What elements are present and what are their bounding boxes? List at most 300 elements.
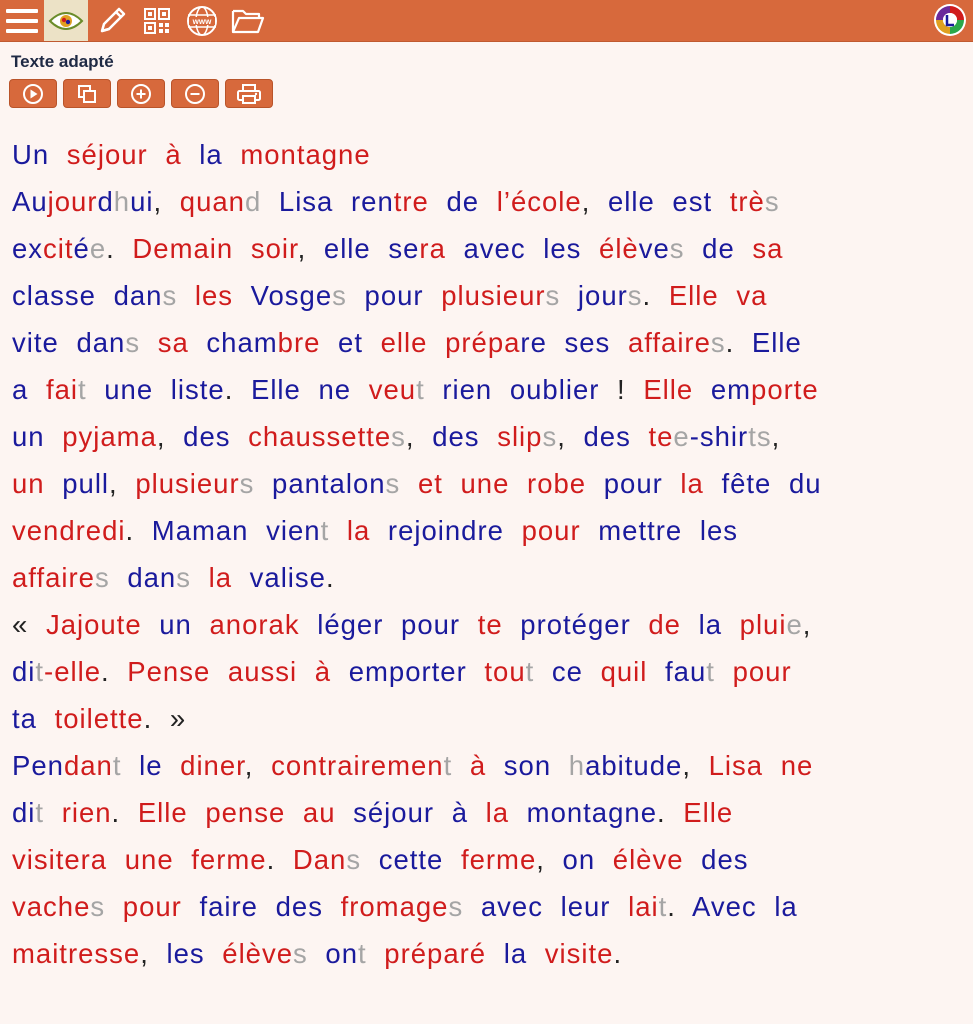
syllable: les bbox=[166, 938, 205, 969]
syllable: diner bbox=[180, 750, 245, 781]
syllable: pour bbox=[521, 515, 581, 546]
syllable: em bbox=[710, 374, 752, 405]
text-line bbox=[12, 319, 957, 366]
syllable bbox=[735, 233, 753, 264]
syllable bbox=[509, 468, 527, 499]
syllable: . » bbox=[143, 703, 187, 734]
syllable: « bbox=[12, 609, 46, 640]
syllable bbox=[329, 515, 347, 546]
syllable: sa bbox=[752, 233, 784, 264]
syllable bbox=[583, 656, 601, 687]
syllable bbox=[182, 891, 200, 922]
syllable: les bbox=[543, 233, 582, 264]
syllable: s bbox=[545, 280, 561, 311]
syllable: . bbox=[613, 938, 623, 969]
syllable: , bbox=[581, 186, 608, 217]
syllable: pantalon bbox=[272, 468, 386, 499]
syllable: t bbox=[77, 374, 87, 405]
syllable: soir bbox=[250, 233, 298, 264]
syllable: montagne bbox=[240, 139, 371, 170]
syllable: la bbox=[199, 139, 223, 170]
syllable: faire bbox=[199, 891, 258, 922]
syllable bbox=[233, 280, 251, 311]
syllable bbox=[757, 891, 775, 922]
syllable: Avec bbox=[692, 891, 757, 922]
syllable: fête bbox=[721, 468, 772, 499]
syllable bbox=[492, 374, 510, 405]
syllable: di bbox=[12, 656, 36, 687]
syllable: ne bbox=[318, 374, 352, 405]
syllable: te bbox=[648, 421, 674, 452]
syllable: pour bbox=[364, 280, 424, 311]
syllable: va bbox=[736, 280, 768, 311]
syllable: emporter bbox=[348, 656, 467, 687]
syllable: vien bbox=[266, 515, 321, 546]
syllable: cham bbox=[206, 327, 278, 358]
qr-code-button[interactable] bbox=[135, 0, 179, 41]
text-line bbox=[12, 883, 957, 930]
qr-code-icon bbox=[143, 7, 171, 35]
syllable: quil bbox=[600, 656, 648, 687]
syllable: Demain bbox=[132, 233, 234, 264]
syllable: , bbox=[156, 421, 184, 452]
pencil-icon bbox=[96, 5, 128, 37]
syllable bbox=[479, 186, 497, 217]
syllable: la bbox=[774, 891, 798, 922]
syllable: Elle bbox=[683, 797, 734, 828]
syllable bbox=[771, 468, 789, 499]
syllable: s bbox=[176, 562, 191, 593]
syllable bbox=[486, 750, 504, 781]
syllable: mettre bbox=[598, 515, 683, 546]
syllable: ta bbox=[12, 703, 37, 734]
syllable bbox=[182, 139, 200, 170]
text-line bbox=[12, 507, 957, 554]
panel-title: Texte adapté bbox=[11, 52, 114, 71]
syllable: s bbox=[542, 421, 558, 452]
zoom-out-button[interactable] bbox=[171, 79, 219, 108]
syllable: t bbox=[416, 374, 425, 405]
syllable: Un bbox=[12, 139, 50, 170]
syllable bbox=[189, 327, 207, 358]
syllable: la bbox=[698, 609, 723, 640]
syllable bbox=[425, 374, 443, 405]
syllable: fai bbox=[45, 374, 78, 405]
syllable bbox=[722, 609, 740, 640]
syllable: trè bbox=[729, 186, 765, 217]
syllable: aussi bbox=[227, 656, 298, 687]
text-line bbox=[12, 930, 957, 977]
syllable: rien bbox=[442, 374, 493, 405]
syllable: ts bbox=[748, 421, 772, 452]
syllable: t bbox=[706, 656, 715, 687]
syllable: prépa bbox=[445, 327, 521, 358]
syllable bbox=[443, 468, 461, 499]
syllable bbox=[191, 562, 209, 593]
syllable: dan bbox=[76, 327, 126, 358]
text-line bbox=[12, 836, 957, 883]
play-button[interactable] bbox=[9, 79, 57, 108]
syllable: t bbox=[443, 750, 453, 781]
syllable: Elle bbox=[751, 327, 802, 358]
syllable bbox=[367, 938, 385, 969]
syllable bbox=[320, 327, 338, 358]
syllable: ce bbox=[551, 656, 583, 687]
syllable bbox=[153, 374, 171, 405]
syllable bbox=[560, 280, 578, 311]
syllable: bre bbox=[277, 327, 321, 358]
syllable: . bbox=[325, 562, 335, 593]
syllable: , bbox=[536, 844, 563, 875]
syllable bbox=[333, 186, 351, 217]
syllable: pense bbox=[205, 797, 286, 828]
syllable: on bbox=[562, 844, 596, 875]
syllable: e bbox=[673, 421, 690, 452]
syllable: Lisa bbox=[708, 750, 764, 781]
syllable bbox=[509, 797, 527, 828]
text-line bbox=[12, 413, 957, 460]
syllable bbox=[148, 139, 166, 170]
syllable: t bbox=[35, 797, 45, 828]
syllable bbox=[610, 891, 628, 922]
syllable bbox=[434, 797, 452, 828]
menu-button[interactable] bbox=[0, 0, 44, 41]
syllable bbox=[486, 938, 504, 969]
syllable: pour bbox=[603, 468, 663, 499]
syllable: des bbox=[432, 421, 480, 452]
syllable: cit bbox=[43, 233, 74, 264]
syllable: , bbox=[153, 186, 180, 217]
text-line bbox=[12, 554, 957, 601]
view-adapted-button[interactable] bbox=[44, 0, 88, 41]
syllable bbox=[49, 139, 67, 170]
syllable bbox=[681, 609, 699, 640]
syllable bbox=[424, 280, 442, 311]
web-button[interactable] bbox=[180, 0, 224, 41]
syllable bbox=[45, 468, 63, 499]
syllable: ui bbox=[130, 186, 154, 217]
syllable: toilette bbox=[54, 703, 144, 734]
syllable bbox=[44, 797, 62, 828]
syllable: pour bbox=[732, 656, 792, 687]
syllable: é bbox=[73, 233, 90, 264]
syllable: ve bbox=[638, 233, 670, 264]
syllable: et bbox=[417, 468, 443, 499]
syllable: t bbox=[525, 656, 535, 687]
syllable bbox=[363, 327, 381, 358]
syllable bbox=[631, 421, 649, 452]
syllable: une bbox=[124, 844, 174, 875]
syllable: valise bbox=[249, 562, 326, 593]
syllable bbox=[210, 656, 228, 687]
syllable bbox=[45, 421, 63, 452]
syllable: visitera bbox=[12, 844, 108, 875]
text-actions-toolbar bbox=[9, 79, 273, 108]
syllable: Pen bbox=[12, 750, 64, 781]
syllable: , bbox=[244, 750, 272, 781]
syllable: re bbox=[520, 327, 547, 358]
syllable: . bbox=[266, 844, 293, 875]
syllable: s bbox=[627, 280, 643, 311]
syllable: on bbox=[325, 938, 359, 969]
syllable: t bbox=[112, 750, 122, 781]
syllable: jour bbox=[577, 280, 628, 311]
syllable: rien bbox=[61, 797, 112, 828]
syllable: . bbox=[111, 797, 138, 828]
syllable: la bbox=[346, 515, 371, 546]
syllable: à bbox=[314, 656, 332, 687]
globe-www-label: www bbox=[192, 16, 212, 26]
syllable bbox=[527, 938, 545, 969]
text-line bbox=[12, 131, 957, 178]
syllable bbox=[467, 656, 485, 687]
syllable: ! bbox=[599, 374, 644, 405]
syllable: à bbox=[469, 750, 487, 781]
syllable: t bbox=[658, 891, 668, 922]
text-line bbox=[12, 225, 957, 272]
syllable: dan bbox=[127, 562, 177, 593]
syllable: oublier bbox=[509, 374, 600, 405]
text-line bbox=[12, 742, 957, 789]
syllable: plui bbox=[739, 609, 787, 640]
syllable: Jajoute bbox=[45, 609, 142, 640]
syllable bbox=[361, 844, 379, 875]
text-line bbox=[12, 460, 957, 507]
syllable: d bbox=[97, 186, 114, 217]
syllable bbox=[581, 233, 599, 264]
syllable: s bbox=[385, 468, 401, 499]
text-line bbox=[12, 178, 957, 225]
syllable: maitresse bbox=[12, 938, 141, 969]
syllable: à bbox=[165, 139, 182, 170]
syllable: la bbox=[680, 468, 704, 499]
syllable: , bbox=[682, 750, 709, 781]
syllable bbox=[107, 844, 125, 875]
syllable: Au bbox=[12, 186, 48, 217]
syllable bbox=[347, 280, 365, 311]
syllable: s bbox=[764, 186, 780, 217]
syllable: au bbox=[302, 797, 336, 828]
edit-button[interactable] bbox=[90, 0, 134, 41]
syllable bbox=[177, 280, 195, 311]
syllable: quan bbox=[179, 186, 245, 217]
syllable bbox=[684, 844, 702, 875]
syllable bbox=[443, 844, 461, 875]
syllable: e bbox=[786, 609, 803, 640]
top-toolbar bbox=[0, 0, 973, 42]
syllable: contrairemen bbox=[271, 750, 444, 781]
syllable bbox=[526, 233, 544, 264]
syllable bbox=[685, 233, 703, 264]
syllable: , bbox=[297, 233, 324, 264]
syllable bbox=[429, 186, 447, 217]
syllable bbox=[87, 374, 105, 405]
syllable: dan bbox=[63, 750, 113, 781]
syllable: son bbox=[503, 750, 552, 781]
syllable: fau bbox=[665, 656, 707, 687]
syllable bbox=[647, 656, 665, 687]
syllable bbox=[28, 374, 46, 405]
zoom-out-icon bbox=[184, 83, 206, 105]
syllable: d bbox=[244, 186, 262, 217]
syllable: de bbox=[648, 609, 681, 640]
syllable: s bbox=[239, 468, 255, 499]
syllable bbox=[254, 468, 272, 499]
syllable bbox=[205, 938, 223, 969]
syllable bbox=[121, 750, 139, 781]
syllable: fromage bbox=[340, 891, 449, 922]
copy-button[interactable] bbox=[63, 79, 111, 108]
syllable bbox=[719, 280, 737, 311]
syllable: affaire bbox=[12, 562, 95, 593]
syllable: s bbox=[90, 891, 106, 922]
syllable: . bbox=[106, 233, 133, 264]
syllable bbox=[258, 891, 276, 922]
syllable: h bbox=[113, 186, 131, 217]
syllable: abitude bbox=[585, 750, 683, 781]
syllable: élève bbox=[222, 938, 294, 969]
syllable: préparé bbox=[384, 938, 487, 969]
syllable bbox=[370, 515, 388, 546]
syllable: lai bbox=[628, 891, 659, 922]
play-icon bbox=[22, 83, 44, 105]
syllable: des bbox=[583, 421, 631, 452]
syllable: protéger bbox=[520, 609, 631, 640]
syllable bbox=[96, 280, 114, 311]
syllable bbox=[323, 891, 341, 922]
syllable: t bbox=[358, 938, 367, 969]
syllable: de bbox=[446, 186, 480, 217]
syllable: s bbox=[332, 280, 347, 311]
syllable bbox=[503, 609, 521, 640]
syllable bbox=[452, 750, 470, 781]
text-line bbox=[12, 789, 957, 836]
syllable: s bbox=[162, 280, 178, 311]
syllable bbox=[400, 468, 418, 499]
syllable bbox=[233, 233, 251, 264]
syllable: leur bbox=[560, 891, 611, 922]
syllable: affaire bbox=[627, 327, 711, 358]
app-logo[interactable] bbox=[933, 3, 967, 37]
zoom-in-button[interactable] bbox=[117, 79, 165, 108]
adapted-text bbox=[12, 131, 957, 977]
syllable: veu bbox=[368, 374, 417, 405]
globe-www-icon bbox=[185, 4, 219, 38]
copy-icon bbox=[76, 83, 98, 105]
syllable bbox=[192, 609, 210, 640]
syllable: l’école bbox=[496, 186, 582, 217]
syllable bbox=[547, 327, 565, 358]
syllable: avec bbox=[480, 891, 543, 922]
syllable: une bbox=[460, 468, 510, 499]
syllable: une bbox=[104, 374, 154, 405]
syllable bbox=[285, 797, 303, 828]
syllable: s bbox=[346, 844, 362, 875]
syllable: , bbox=[557, 421, 584, 452]
syllable: s bbox=[710, 327, 726, 358]
text-line bbox=[12, 601, 957, 648]
syllable: Elle bbox=[250, 374, 301, 405]
syllable bbox=[763, 750, 781, 781]
syllable: la bbox=[485, 797, 510, 828]
syllable: robe bbox=[527, 468, 587, 499]
syllable: léger bbox=[317, 609, 384, 640]
syllable: un bbox=[159, 609, 192, 640]
syllable: , bbox=[140, 938, 167, 969]
text-line bbox=[12, 648, 957, 695]
syllable bbox=[655, 186, 673, 217]
syllable bbox=[59, 327, 77, 358]
syllable: ex bbox=[12, 233, 44, 264]
syllable: des bbox=[275, 891, 323, 922]
text-line bbox=[12, 366, 957, 413]
syllable: Dan bbox=[292, 844, 347, 875]
syllable: les bbox=[699, 515, 738, 546]
syllable: montagne bbox=[526, 797, 657, 828]
syllable: porte bbox=[751, 374, 819, 405]
print-button[interactable] bbox=[225, 79, 273, 108]
syllable: pull bbox=[62, 468, 110, 499]
syllable: s bbox=[669, 233, 685, 264]
syllable bbox=[232, 562, 250, 593]
syllable: . bbox=[125, 515, 152, 546]
syllable: élè bbox=[599, 233, 639, 264]
syllable bbox=[551, 750, 569, 781]
syllable: plusieur bbox=[441, 280, 546, 311]
syllable: elle bbox=[607, 186, 655, 217]
syllable: ra bbox=[419, 233, 446, 264]
syllable bbox=[336, 797, 354, 828]
syllable bbox=[297, 656, 315, 687]
syllable: ren bbox=[351, 186, 394, 217]
syllable: pyjama bbox=[62, 421, 157, 452]
syllable: les bbox=[194, 280, 234, 311]
syllable bbox=[663, 468, 681, 499]
syllable bbox=[142, 609, 160, 640]
syllable: Elle bbox=[668, 280, 719, 311]
print-icon bbox=[236, 83, 262, 105]
syllable: du bbox=[788, 468, 822, 499]
syllable: tou bbox=[484, 656, 526, 687]
syllable: jour bbox=[47, 186, 98, 217]
syllable: ferme bbox=[191, 844, 267, 875]
open-folder-button[interactable] bbox=[226, 0, 270, 41]
menu-icon bbox=[5, 6, 39, 36]
syllable: , bbox=[405, 421, 433, 452]
syllable: , bbox=[771, 421, 781, 452]
text-line bbox=[12, 272, 957, 319]
syllable: vendredi bbox=[12, 515, 126, 546]
syllable bbox=[223, 139, 241, 170]
syllable: Vosge bbox=[250, 280, 333, 311]
syllable: s bbox=[94, 562, 110, 593]
syllable: elle bbox=[380, 327, 428, 358]
syllable: -elle bbox=[44, 656, 102, 687]
syllable: des bbox=[701, 844, 749, 875]
syllable: . bbox=[725, 327, 752, 358]
syllable bbox=[581, 515, 599, 546]
syllable bbox=[693, 374, 711, 405]
syllable: avec bbox=[463, 233, 526, 264]
syllable: ses bbox=[564, 327, 611, 358]
syllable: un bbox=[12, 421, 45, 452]
syllable: slip bbox=[497, 421, 543, 452]
zoom-in-icon bbox=[130, 83, 152, 105]
syllable: -shir bbox=[689, 421, 749, 452]
syllable: rejoindre bbox=[387, 515, 504, 546]
syllable bbox=[586, 468, 604, 499]
syllable bbox=[110, 562, 128, 593]
